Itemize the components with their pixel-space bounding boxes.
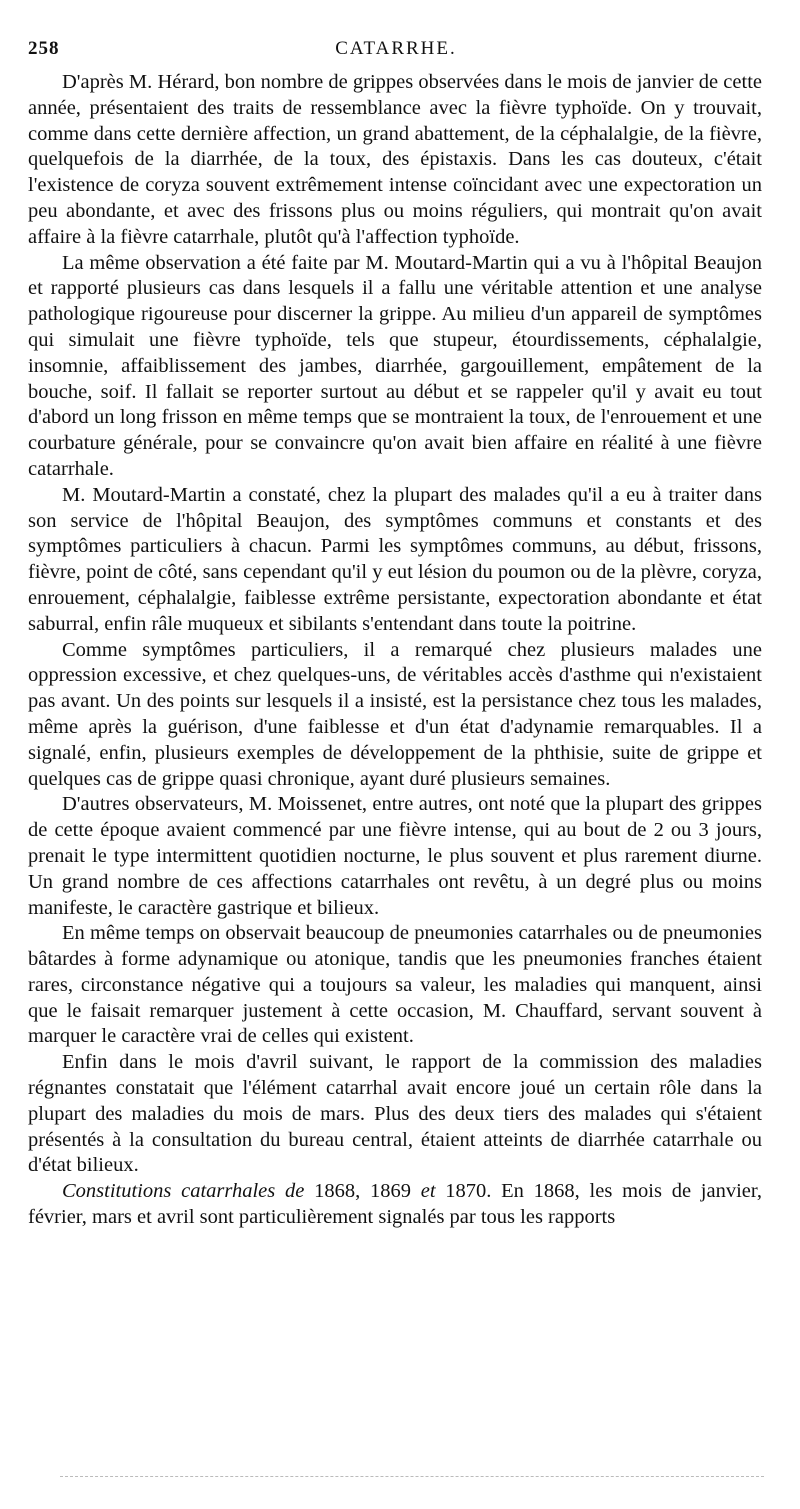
page-number: 258	[28, 38, 60, 59]
paragraph: M. Moutard-Martin a constaté, chez la plupart des malades qu'il a eu à traiter dans son service de l'hôpital Beaujon, des symptômes communs et constants et des symptômes particuliers à chacun. Parmi les symptômes communs, au début, frissons, fièvre, point de côté, sans cependant qu'il y eut lésion du poumon ou de la plèvre, coryza, enrouement, céphalalgie, faiblesse extrême persistante, expectoration abondante et état saburral, enfin râle muqueux et sibilants s'entendant dans toute la poitrine.	[28, 483, 762, 635]
paragraph: Comme symptômes particuliers, il a remarqué chez plusieurs malades une oppression excessive, et chez quelques-uns, de véritables accès d'asthme qui n'existaient pas avant. Un des points sur lesquels il a insisté, est la persistance chez tous les malades, même après la guérison, d'une faiblesse et d'un état d'adynamie remarquables. Il a signalé, enfin, plusieurs exemples de développement de la phthisie, suite de grippe et quelques cas de grippe quasi chronique, ayant duré plusieurs semaines.	[28, 638, 762, 790]
section-lead-years: 1868, 1869	[304, 1180, 421, 1203]
footer-rule	[60, 1476, 764, 1477]
paragraph: D'autres observateurs, M. Moissenet, entre autres, ont noté que la plupart des grippes de cette époque avaient commencé par une fièvre intense, qui au bout de 2 ou 3 jours, prenait le type intermittent quotidien nocturne, le plus souvent et plus rarement diurne. Un grand nombre de ces affections catarrhales ont revêtu, à un degré plus ou moins manifeste, le caractère gastrique et bilieux.	[28, 793, 762, 919]
paragraph: La même observation a été faite par M. Moutard-Martin qui a vu à l'hôpital Beaujon et rapporté plusieurs cas dans lesquels il a fallu une véritable attention et une analyse pathologique rigoureuse pour discerner la grippe. Au milieu d'un appareil de symptômes qui simulait une fièvre typhoïde, tels que stupeur, étourdissements, céphalalgie, insomnie, affaiblissement des jambes, diarrhée, gargouillement, empâtement de la bouche, soif. Il fallait se reporter surtout au début et se rappeler qu'il y avait eu tout d'abord un long frisson en même temps que se montraient la toux, de l'enrouement et une courbature générale, pour se convaincre qu'on avait bien affaire en réalité à une fièvre catarrhale.	[28, 251, 762, 480]
paragraph: D'après M. Hérard, bon nombre de grippes observées dans le mois de janvier de cette année, présentaient des traits de ressemblance avec la fièvre typhoïde. On y trouvait, comme dans cette dernière affection, un grand abattement, de la céphalalgie, de la fièvre, quelquefois de la diarrhée, de la toux, des épistaxis. Dans les cas douteux, c'était l'existence de coryza souvent extrêmement intense coïncidant avec une expectoration un peu abondante, et avec des frissons plus ou moins réguliers, qui montrait qu'on avait affaire à la fièvre catarrhale, plutôt qu'à l'affection typhoïde.	[28, 71, 762, 248]
section-lead-year-last: 1870.	[435, 1180, 492, 1203]
paragraph: En même temps on observait beaucoup de pneumonies catarrhales ou de pneumonies bâtardes à forme adynamique ou atonique, tandis que les pneumonies franches étaient rares, circonstance négative qui a toujours sa valeur, les maladies qui manquent, ainsi que le faisait remarquer justement à cette occasion, M. Chauffard, servant souvent à marquer le caractère vrai de celles qui existent.	[28, 922, 762, 1048]
paragraph-constitutions	[28, 1179, 762, 1231]
paragraph-rest: En 1868, les mois de janvier, février, mars et avril sont particulièrement signalés par tous les rapports	[28, 1180, 763, 1229]
section-lead-italic: Constitutions catarrhales de	[62, 1180, 305, 1203]
page-header	[28, 38, 764, 66]
body-text	[28, 70, 762, 1231]
paragraph: Enfin dans le mois d'avril suivant, le rapport de la commission des maladies régnantes constatait que l'élément catarrhal avait encore joué un certain rôle dans la plupart des maladies du mois de mars. Plus des deux tiers des malades qui s'étaient présentés à la consultation du bureau central, étaient atteints de diarrhée catarrhale ou d'état bilieux.	[28, 1051, 762, 1177]
section-lead-italic-and: et	[420, 1180, 436, 1203]
running-title: CATARRHE.	[335, 38, 457, 59]
